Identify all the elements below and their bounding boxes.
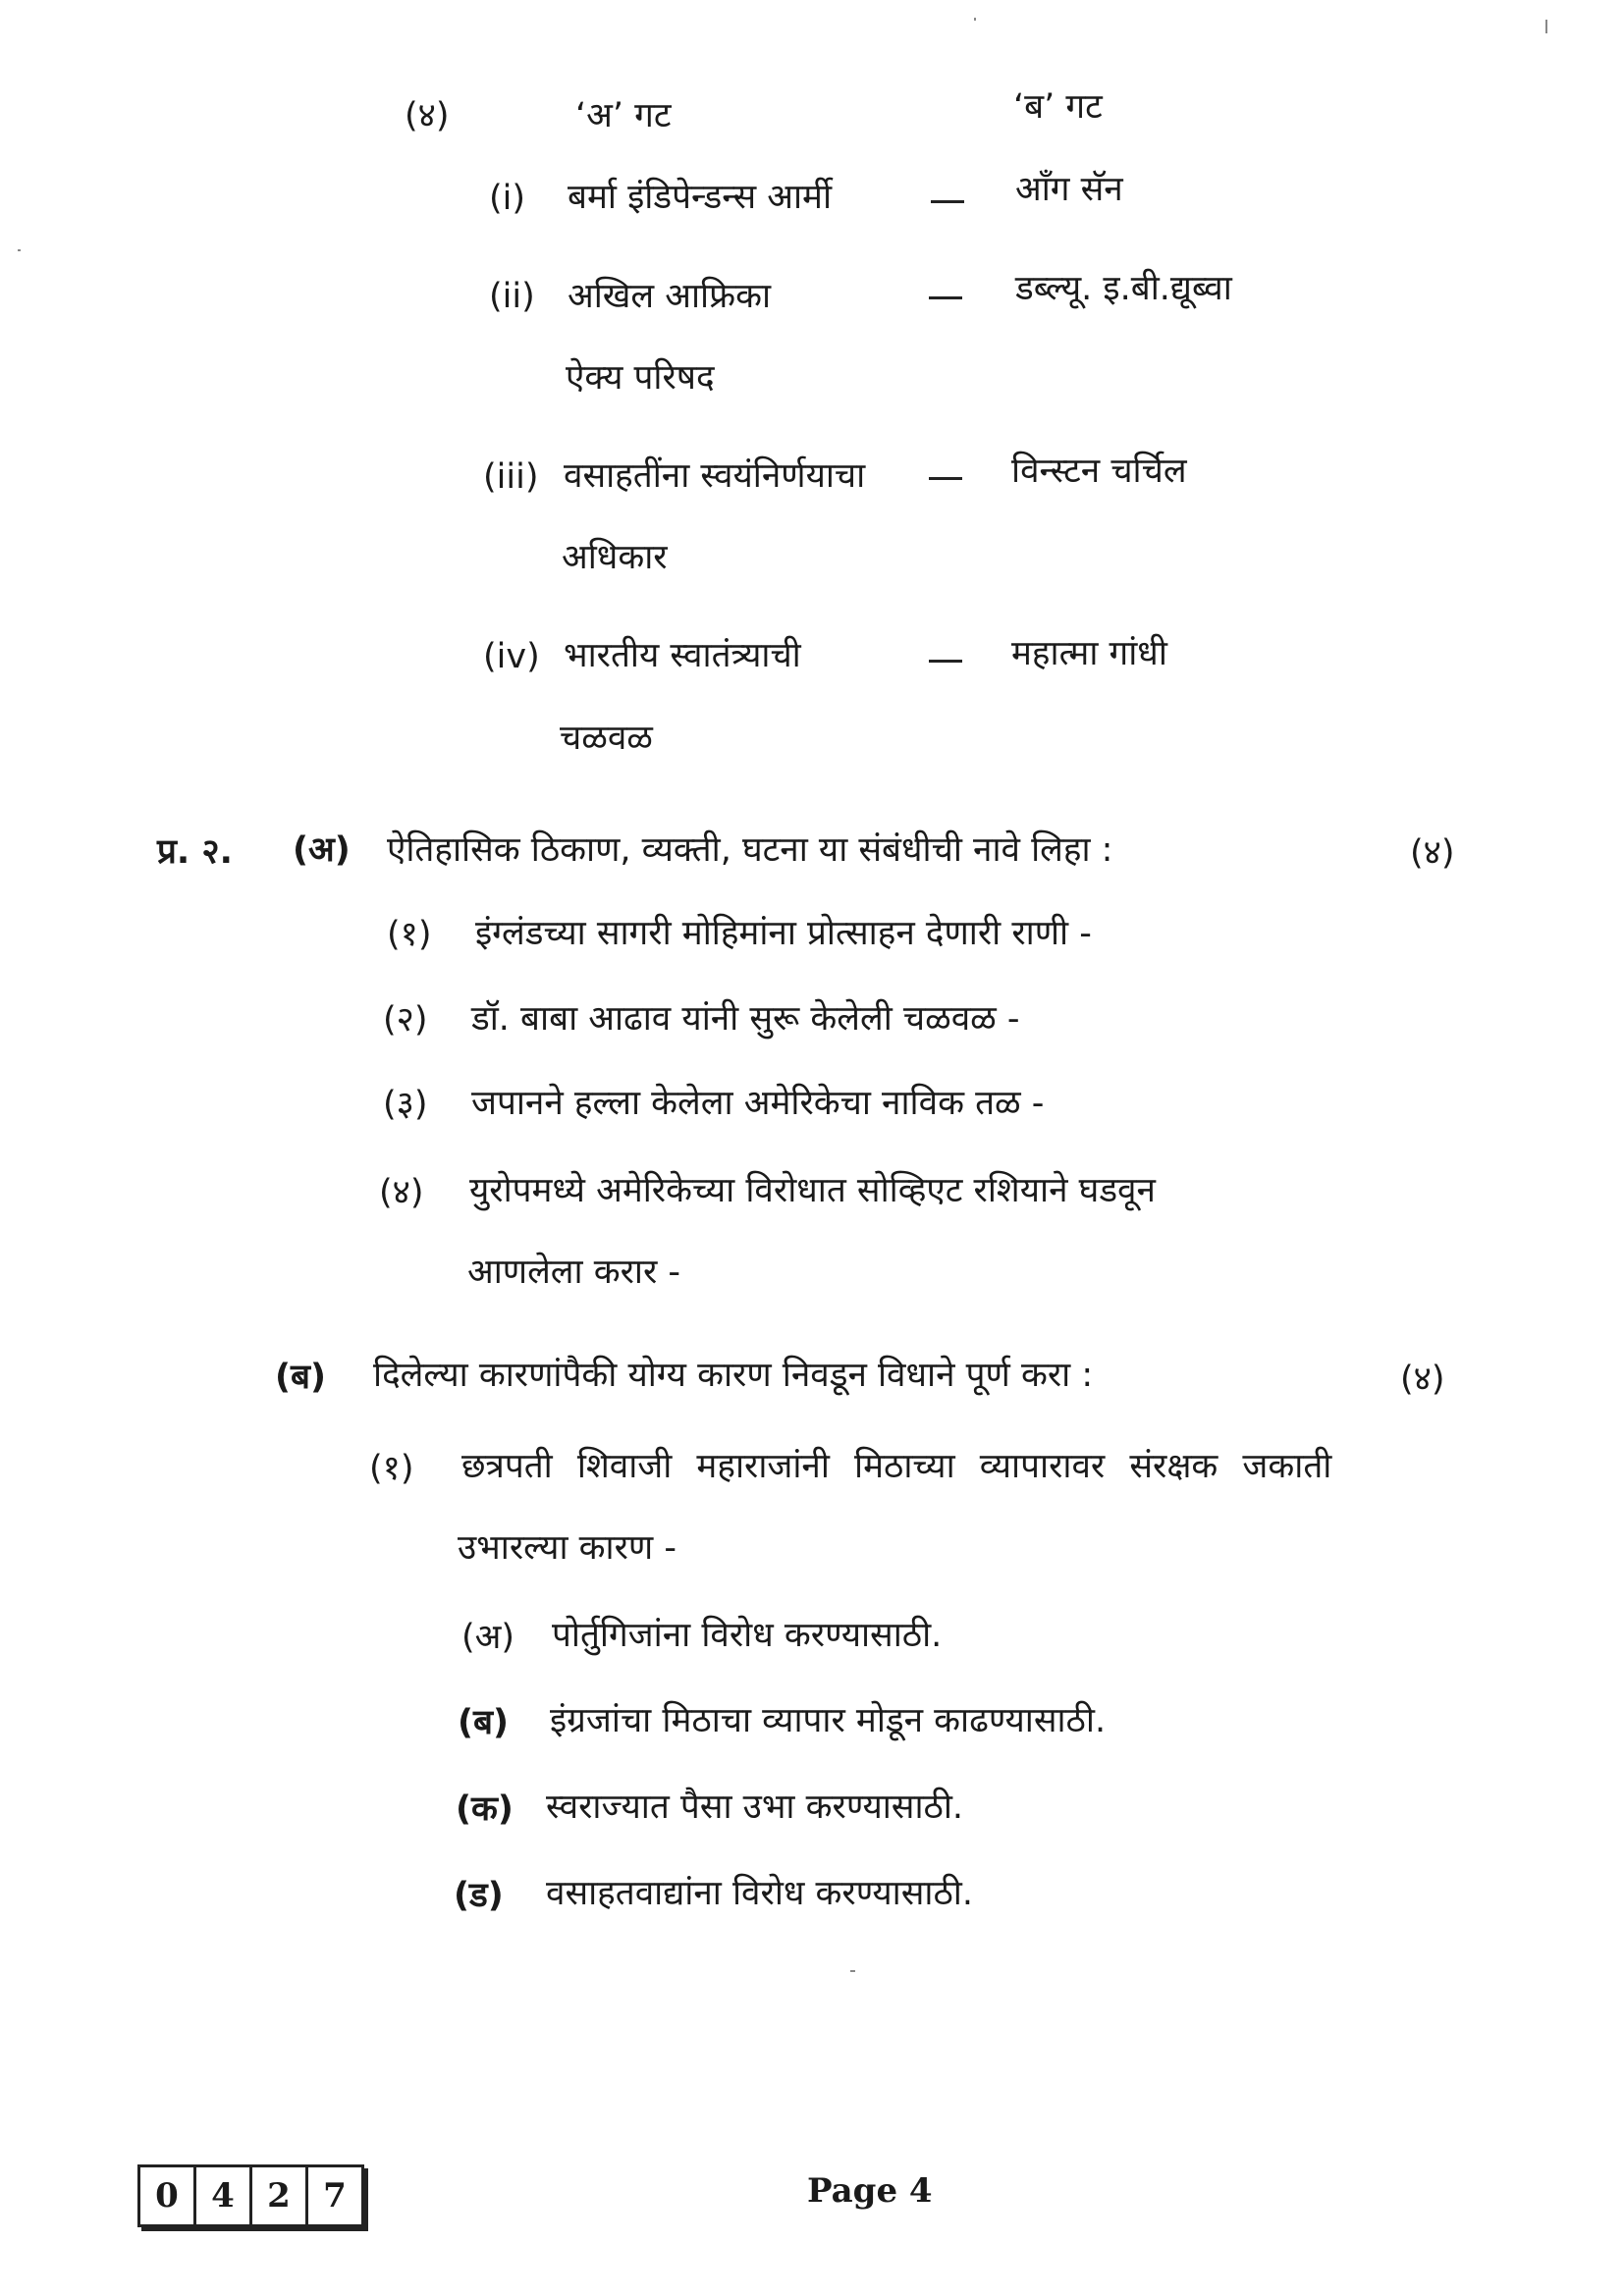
- row-item-a: भारतीय स्वातंत्र्याची: [564, 636, 801, 675]
- row-item-b: विन्स्टन चर्चिल: [1011, 452, 1187, 491]
- question-item-text: डॉ. बाबा आढाव यांनी सुरू केलेली चळवळ -: [471, 999, 1020, 1039]
- question-item-text-cont: उभारल्या कारण -: [458, 1528, 677, 1568]
- option-label: (ब): [458, 1703, 509, 1742]
- option-label: (क): [456, 1789, 514, 1829]
- row-item-a-cont: ऐक्य परिषद: [566, 358, 715, 398]
- row-item-b: महात्मा गांधी: [1011, 634, 1167, 673]
- option-text: इंग्रजांचा मिठाचा व्यापार मोडून काढण्यासाठी.: [550, 1701, 1107, 1740]
- question-item-number: (१): [387, 915, 432, 954]
- row-number: (i): [489, 179, 526, 218]
- paper-code-box: [137, 2164, 364, 2227]
- question-item-number: (३): [383, 1085, 428, 1124]
- column-a-header: ‘अ’ गट: [575, 96, 672, 135]
- code-digit: 7: [323, 2176, 347, 2216]
- row-item-a: वसाहतींना स्वयंनिर्णयाचा: [564, 456, 866, 496]
- scan-speck: [1545, 20, 1547, 33]
- question-item-text: युरोपमध्ये अमेरिकेच्या विरोधात सोव्हिएट रशियाने घडवून: [469, 1171, 1156, 1210]
- part-b-instruction: दिलेल्या कारणांपैकी योग्य कारण निवडून विधाने पूर्ण करा :: [373, 1356, 1094, 1395]
- part-a-marks: (४): [1410, 833, 1455, 873]
- scan-speck: [18, 249, 21, 251]
- column-b-header: ‘ब’ गट: [1013, 87, 1103, 127]
- option-text: वसाहतवाद्यांना विरोध करण्यासाठी.: [546, 1874, 973, 1913]
- row-item-b: आँग सॅन: [1015, 170, 1123, 209]
- code-digit: 2: [252, 2167, 308, 2224]
- part-b-marks: (४): [1400, 1360, 1445, 1399]
- code-digit: 4: [196, 2167, 252, 2224]
- part-a-instruction: ऐतिहासिक ठिकाण, व्यक्ती, घटना या संबंधीची नावे लिहा :: [387, 830, 1113, 870]
- question-item-text: जपानने हल्ला केलेला अमेरिकेचा नाविक तळ -: [471, 1084, 1045, 1123]
- row-item-a-cont: चळवळ: [560, 719, 653, 758]
- question-number: प्र. २.: [157, 832, 233, 872]
- question-item-text: इंग्लंडच्या सागरी मोहिमांना प्रोत्साहन देणारी राणी -: [475, 914, 1092, 953]
- code-digit: 0: [140, 2167, 196, 2224]
- question-item-number: (४): [379, 1173, 424, 1212]
- part-a-label: (अ): [293, 830, 351, 870]
- option-text: स्वराज्यात पैसा उभा करण्यासाठी.: [546, 1788, 964, 1827]
- row-number: (iii): [483, 457, 539, 497]
- question-item-text: छत्रपती शिवाजी महाराजांनी मिठाच्या व्यापारावर संरक्षक जकाती: [461, 1447, 1332, 1486]
- question-item-number: (२): [383, 1000, 428, 1040]
- option-label: (ड): [454, 1876, 504, 1915]
- row-item-b: डब्ल्यू. इ.बी.द्यूब्वा: [1015, 269, 1232, 308]
- question-item-text-cont: आणलेला करार -: [467, 1253, 681, 1292]
- page-number: Page 4: [807, 2171, 933, 2211]
- row-item-a: अखिल आफ्रिका: [568, 277, 772, 316]
- part-b-label: (ब): [275, 1358, 326, 1397]
- question-item-number: (१): [369, 1449, 414, 1488]
- scan-speck: [850, 1970, 855, 1972]
- scan-speck: [974, 18, 976, 21]
- match-table-number: (४): [405, 96, 450, 135]
- row-number: (iv): [483, 637, 540, 676]
- dash-separator: [929, 296, 962, 299]
- dash-separator: [929, 660, 962, 663]
- dash-separator: [929, 477, 962, 480]
- row-item-a-cont: अधिकार: [562, 538, 668, 577]
- option-text: पोर्तुगिजांना विरोध करण्यासाठी.: [552, 1616, 943, 1655]
- dash-separator: [931, 200, 964, 203]
- row-number: (ii): [489, 277, 535, 316]
- row-item-a: बर्मा इंडिपेन्डन्स आर्मी: [568, 178, 833, 217]
- option-label: (अ): [461, 1618, 515, 1657]
